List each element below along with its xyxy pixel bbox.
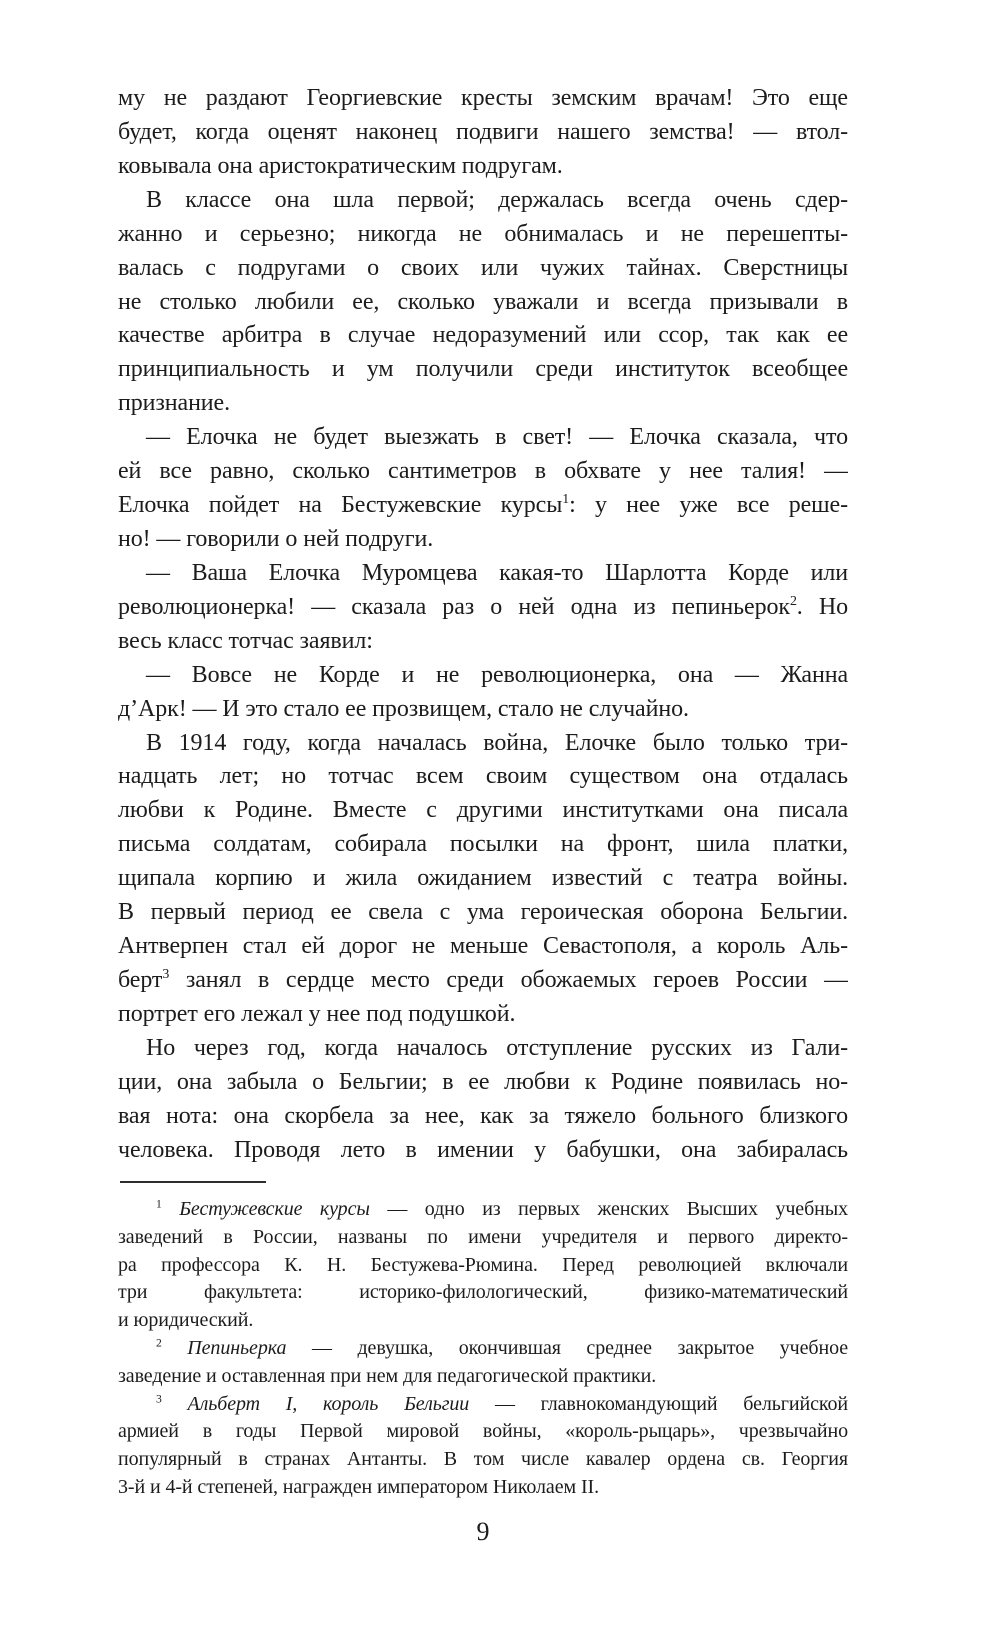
footnote-line: 3-й и 4-й степеней, награжден императором Николаем II. bbox=[118, 1475, 599, 1498]
page-number: 9 bbox=[476, 1517, 490, 1546]
main-text-line: надцать лет; но тотчас всем своим существом она отдалась bbox=[118, 763, 848, 790]
footnote-line: три факультета: историко-филологический, физико-математический bbox=[118, 1281, 848, 1304]
footnote-line: $^1$ Бестужевские курсы — одно из первых женских Высших учебных bbox=[156, 1197, 848, 1220]
main-text-line: человека. Проводя лето в имении у бабушки, она забиралась bbox=[118, 1136, 848, 1163]
main-text-line: В классе она шла первой; держалась всегда очень сдер- bbox=[146, 186, 848, 213]
main-text-line: д’Арк! — И это стало ее прозвищем, стало не случайно. bbox=[118, 695, 689, 722]
main-text-line: берт$^3$ занял в сердце место среди обожаемых героев России — bbox=[118, 966, 848, 993]
main-text-line: — Ваша Елочка Муромцева какая-то Шарлотта Корде или bbox=[146, 559, 848, 586]
main-text-line: любви к Родине. Вместе с другими институтками она писала bbox=[118, 797, 848, 824]
footnote-line: популярный в странах Антанты. В том числе кавалер ордена св. Георгия bbox=[118, 1448, 848, 1471]
footnote-line: заведение и оставленная при нем для педагогической практики. bbox=[118, 1364, 657, 1387]
main-text-line: В 1914 году, когда началась война, Елочке было только три- bbox=[146, 729, 848, 756]
main-text-line: жанно и серьезно; никогда не обнималась и не перешепты- bbox=[118, 220, 848, 247]
main-text-line: весь класс тотчас заявил: bbox=[118, 627, 373, 654]
footnote-line: заведений в России, названы по имени учредителя и первого директо- bbox=[118, 1225, 848, 1248]
main-text-line: — Вовсе не Корде и не революционерка, она — Жанна bbox=[146, 661, 848, 688]
footnote-line: армией в годы Первой мировой войны, «король-рыцарь», чрезвычайно bbox=[118, 1420, 848, 1443]
main-text-line: не столько любили ее, сколько уважали и всегда призывали в bbox=[118, 288, 848, 315]
main-text-line: Елочка пойдет на Бестужевские курсы$^1$: у нее уже все реше- bbox=[118, 492, 848, 519]
footnote-separator bbox=[120, 1181, 266, 1183]
footnote-line: ра профессора К. Н. Бестужева-Рюмина. Перед революцией включали bbox=[118, 1253, 848, 1276]
main-text-line: революционерка! — сказала раз о ней одна из пепиньерок$^2$. Но bbox=[118, 593, 848, 620]
main-text-line: портрет его лежал у нее под подушкой. bbox=[118, 1000, 516, 1027]
main-text-line: будет, когда оценят наконец подвиги нашего земства! — втол- bbox=[118, 118, 848, 145]
main-text-line: письма солдатам, собирала посылки на фронт, шила платки, bbox=[118, 831, 848, 858]
main-text-line: — Елочка не будет выезжать в свет! — Елочка сказала, что bbox=[146, 424, 848, 451]
footnote-line: $^3$ Альберт I, король Бельгии — главнокомандующий бельгийской bbox=[156, 1391, 848, 1415]
main-text-line: признание. bbox=[118, 390, 231, 417]
main-text-line: ции, она забыла о Бельгии; в ее любви к Родине появилась но- bbox=[118, 1068, 848, 1095]
main-text-line: принципиальность и ум получили среди институток всеобщее bbox=[118, 356, 848, 383]
footnote-line: и юридический. bbox=[118, 1309, 254, 1332]
main-text-line: ковывала она аристократическим подругам. bbox=[118, 152, 563, 179]
main-text-line: валась с подругами о своих или чужих тайнах. Сверстницы bbox=[118, 254, 848, 281]
footnote-line: $^2$ Пепиньерка — девушка, окончившая среднее закрытое учебное bbox=[156, 1336, 848, 1359]
main-text-line: В первый период ее свела с ума героическая оборона Бельгии. bbox=[118, 899, 848, 926]
main-text-line: Антверпен стал ей дорог не меньше Севастополя, а король Аль- bbox=[118, 933, 848, 960]
main-text-line: щипала корпию и жила ожиданием известий с театра войны. bbox=[118, 865, 848, 892]
main-text-line: му не раздают Георгиевские кресты земским врачам! Это еще bbox=[118, 85, 848, 111]
main-text-line: ей все равно, сколько сантиметров в обхвате у нее талия! — bbox=[118, 458, 848, 485]
main-text-line: качестве арбитра в случае недоразумений или ссор, так как ее bbox=[118, 322, 848, 349]
main-text-line: Но через год, когда началось отступление русских из Гали- bbox=[146, 1034, 848, 1061]
main-text-line: но! — говорили о ней подруги. bbox=[118, 525, 434, 552]
main-text-line: вая нота: она скорбела за нее, как за тяжело больного близкого bbox=[118, 1102, 848, 1129]
footnotes-block bbox=[118, 1196, 848, 1502]
main-text-block bbox=[118, 82, 848, 1168]
